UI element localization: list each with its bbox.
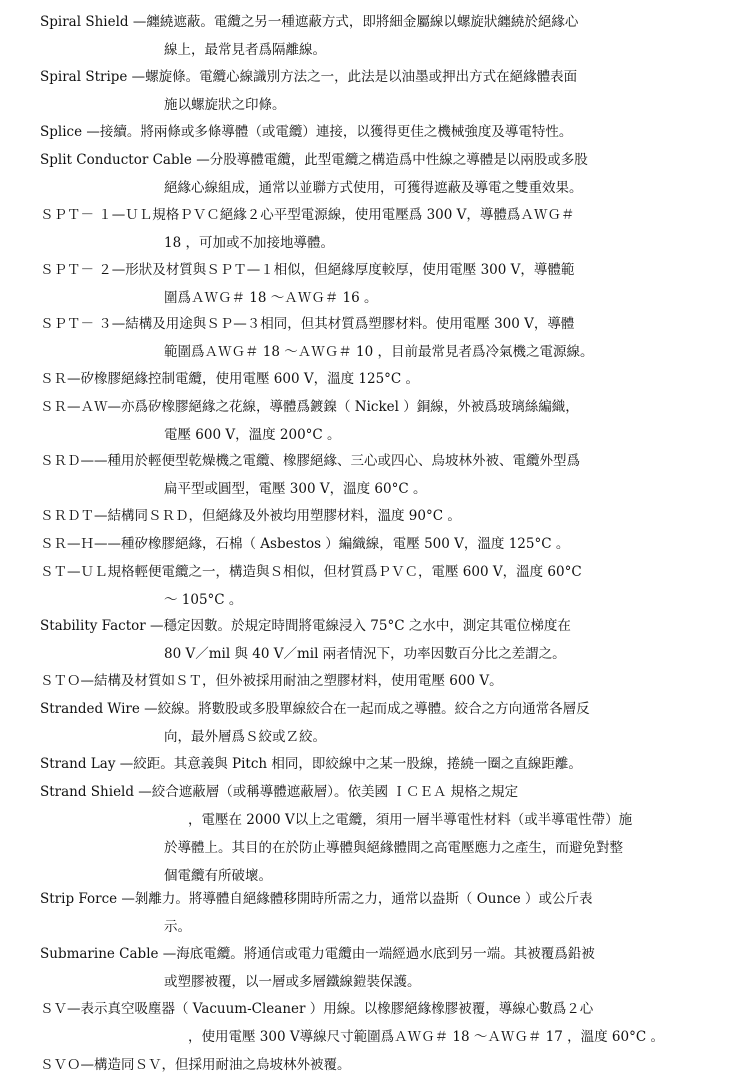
entry-continuation-line: 於導體上。其目的在於防止導體與絕緣體間之高電壓應力之產生，而避免對整 (164, 840, 623, 856)
entry-continuation-line: 範圍爲ＡＷＧ＃ 18 ～ＡＷＧ＃ 10 ，目前最常見者爲冷氣機之電源線。 (164, 344, 594, 360)
entry-term-line: Splice —接續。將兩條或多條導體（或電纜）連接，以獲得更佳之機械強度及導電特性。 (40, 124, 573, 140)
entry-term-line: Strand Shield —絞合遮蔽層（或稱導體遮蔽層）。依美國 ＩＣＥＡ 規格之規定 (40, 784, 519, 800)
glossary-entry (40, 502, 730, 530)
glossary-entry (40, 256, 730, 312)
entry-term-line: ＳＰＴ－ ２—形狀及材質與ＳＰＴ—１相似，但絕緣厚度較厚，使用電壓 300 V，導體範 (40, 262, 575, 278)
entry-term-line: Strip Force —剝離力。將導體自絕緣體移開時所需之力，通常以盎斯（ Ounce ）或公斤表 (40, 891, 593, 907)
entry-continuation-line: 向，最外層爲Ｓ絞或Ｚ絞。 (164, 729, 326, 745)
glossary-entry (40, 612, 730, 668)
entry-term-line: ＳＲＤ——種用於輕便型乾燥機之電纜、橡膠絕緣、三心或四心、烏坡林外被、電纜外型爲 (40, 453, 580, 469)
glossary-entry (40, 995, 730, 1051)
entry-term-line: ＳＲＤＴ—結構同ＳＲＤ，但絕緣及外被均用塑膠材料，溫度 90°C 。 (40, 508, 461, 524)
glossary-entry (40, 885, 730, 941)
glossary-entry (40, 667, 730, 695)
entry-term-line: Spiral Shield —纏繞遮蔽。電纜之另一種遮蔽方式，即將細金屬線以螺旋狀纏繞於絕緣心 (40, 14, 579, 30)
entry-term-line: ＳＰＴ－ ３—結構及用途與ＳＰ—３相同，但其材質爲塑膠材料。使用電壓 300 V，導體 (40, 316, 575, 332)
entry-continuation-line: 圍爲ＡＷＧ＃ 18 ～ＡＷＧ＃ 16 。 (164, 290, 378, 306)
entry-continuation-line: 電壓 600 V，溫度 200°C 。 (164, 427, 341, 443)
glossary-entry (40, 447, 730, 503)
entry-continuation-line: 80 V／mil 與 40 V／mil 兩者情況下，功率因數百分比之差謂之。 (164, 646, 566, 662)
entry-continuation-line: ，使用電壓 300 V導線尺寸範圍爲ＡＷＧ＃ 18 ～ＡＷＧ＃ 17 ，溫度 60°C 。 (188, 1029, 664, 1045)
entry-term-line: ＳＴ—ＵＬ規格輕便電纜之一，構造與Ｓ相似，但材質爲ＰＶＣ，電壓 600 V，溫度 60°C (40, 564, 582, 580)
entry-continuation-line: 絕緣心線組成，通常以並聯方式使用，可獲得遮蔽及導電之雙重效果。 (164, 180, 583, 196)
entry-term-line: Stranded Wire —絞線。將數股或多股單線絞合在一起而成之導體。絞合之方向通常各層反 (40, 701, 590, 717)
entry-continuation-line: ，電壓在 2000 V以上之電纜，須用一層半導電性材料（或半導電性帶）施 (188, 812, 633, 828)
glossary-entry (40, 310, 730, 366)
entry-continuation-line: 扁平型或圓型，電壓 300 V，溫度 60°C 。 (164, 481, 427, 497)
entry-continuation-line: 個電纜有所破壞。 (164, 868, 272, 884)
entry-term-line: ＳＶＯ—構造同ＳＶ，但採用耐油之烏坡林外被覆。 (40, 1057, 351, 1073)
entry-term-line: Submarine Cable —海底電纜。將通信或電力電纜由一端經過水底到另一端。其被覆爲鉛被 (40, 946, 595, 962)
glossary-entry (40, 8, 730, 64)
entry-continuation-line: 線上，最常見者爲隔離線。 (164, 42, 326, 58)
glossary-entry (40, 695, 730, 751)
entry-term-line: ＳＶ—表示真空吸塵器（ Vacuum-Cleaner ）用線。以橡膠絕緣橡膠被覆，導線心數爲２心 (40, 1001, 594, 1017)
entry-term-line: Strand Lay —絞距。其意義與 Pitch 相同，即絞線中之某一股線，捲繞一圈之直線距離。 (40, 756, 582, 772)
entry-term-line: Spiral Stripe —螺旋條。電纜心線識別方法之一，此法是以油墨或押出方式在絕緣體表面 (40, 69, 578, 85)
entry-continuation-line: 18 ，可加或不加接地導體。 (164, 235, 334, 251)
entry-term-line: Split Conductor Cable —分股導體電纜，此型電纜之構造爲中性線之導體是以兩股或多股 (40, 152, 588, 168)
glossary-entry (40, 118, 730, 146)
entry-continuation-line: ～ 105°C 。 (164, 592, 243, 608)
glossary-entry (40, 1051, 730, 1079)
glossary-entry (40, 146, 730, 202)
entry-term-line: ＳＲ—矽橡膠絕緣控制電纜，使用電壓 600 V，溫度 125°C 。 (40, 371, 420, 387)
entry-term-line: ＳＲ—ＡＷ—亦爲矽橡膠絕緣之花線，導體爲鍍鎳（ Nickel ）銅線，外被爲玻璃絲編織， (40, 399, 579, 415)
glossary-entry (40, 558, 730, 614)
entry-term-line: ＳＰＴ－ １—ＵＬ規格ＰＶＣ絕緣２心平型電源線，使用電壓爲 300 V，導體爲ＡＷＧ＃ (40, 207, 575, 223)
glossary-entry (40, 201, 730, 257)
entry-term-line: ＳＲ—Ｈ——種矽橡膠絕緣，石棉（ Asbestos ）編織線，電壓 500 V，溫度 125°C 。 (40, 536, 570, 552)
entry-continuation-line: 施以螺旋狀之印條。 (164, 97, 286, 113)
glossary-entry (40, 530, 730, 558)
glossary-entry (40, 750, 730, 778)
glossary-entry (40, 778, 730, 890)
glossary-entry (40, 63, 730, 119)
glossary-entry (40, 365, 730, 393)
entry-continuation-line: 或塑膠被覆，以一層或多層鐵線鎧裝保護。 (164, 974, 421, 990)
entry-term-line: Stability Factor —穩定因數。於規定時間將電線浸入 75°C 之水中，測定其電位梯度在 (40, 618, 571, 634)
glossary-entry (40, 393, 730, 449)
glossary-entry (40, 940, 730, 996)
entry-continuation-line: 示。 (164, 919, 191, 935)
entry-term-line: ＳＴＯ—結構及材質如ＳＴ，但外被採用耐油之塑膠材料，使用電壓 600 V。 (40, 673, 503, 689)
